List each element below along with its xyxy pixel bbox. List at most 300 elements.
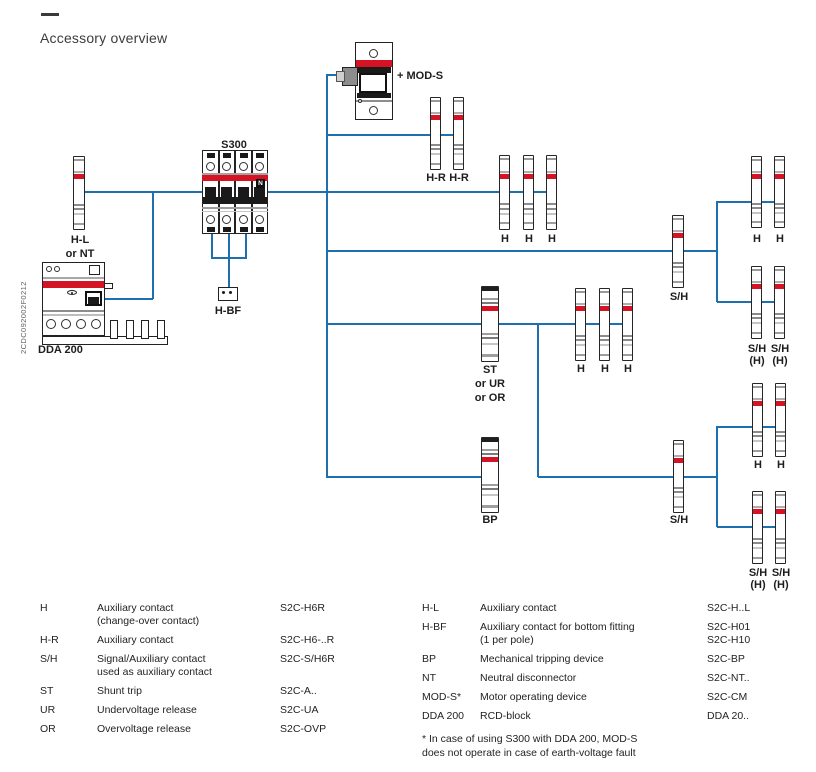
label-pair2-top-b: H xyxy=(777,459,785,471)
module-st xyxy=(481,286,499,362)
connector-line xyxy=(537,324,539,477)
module-stripe xyxy=(753,494,762,496)
module-stripe xyxy=(776,435,785,437)
label-pair2-bot-b: S/H xyxy=(771,567,791,579)
legend-code xyxy=(280,723,385,736)
label-sh-1: S/H xyxy=(669,291,689,303)
module-stripe xyxy=(776,398,785,400)
legend-desc-line: Shunt trip xyxy=(97,685,142,697)
module-stripe xyxy=(431,144,440,146)
module-stripe xyxy=(753,440,762,442)
module-stripe xyxy=(753,542,762,544)
legend-abbr: OR xyxy=(40,723,56,735)
page-title: Accessory overview xyxy=(40,30,168,46)
connector-line xyxy=(716,201,718,302)
module-stripe xyxy=(576,303,585,305)
module-stripe xyxy=(752,203,761,205)
module-stripe xyxy=(482,343,498,345)
label-hl-2: or NT xyxy=(65,248,95,260)
module-stripe xyxy=(576,335,585,337)
module-stripe xyxy=(74,171,84,173)
module-stripe xyxy=(674,455,683,457)
module-stripe xyxy=(752,313,761,315)
connector-line xyxy=(152,192,154,299)
module-stripe xyxy=(482,453,498,455)
module-stripe xyxy=(752,269,761,271)
mod-s-red-band xyxy=(356,60,392,67)
h-bf-device xyxy=(218,287,238,301)
dda-busbar-pin xyxy=(157,320,165,339)
module-stripe xyxy=(547,171,556,173)
dda-busbar-pin xyxy=(141,320,149,339)
legend-desc xyxy=(480,602,707,615)
label-hl: H-L xyxy=(70,234,90,246)
module-red-band xyxy=(752,174,761,179)
module-stripe xyxy=(753,506,762,508)
module-sh xyxy=(672,215,684,288)
module-stripe xyxy=(74,213,84,215)
s300-terminal-bottom xyxy=(256,227,264,232)
module-stripe xyxy=(454,112,463,114)
connector-line xyxy=(326,74,328,478)
label-h-2a: H xyxy=(577,363,585,375)
legend-abbr: ST xyxy=(40,685,54,697)
module-sh-h xyxy=(775,491,786,564)
module-h xyxy=(599,288,610,361)
module-stripe xyxy=(431,100,440,102)
legend-desc xyxy=(97,634,280,647)
module-stripe xyxy=(500,222,509,224)
legend-code-line: S2C-H..L xyxy=(707,602,751,614)
dda-divider-1 xyxy=(43,310,104,312)
connector-line xyxy=(327,476,482,478)
module-stripe xyxy=(752,159,761,161)
label-pair1-bot-b: S/H xyxy=(770,343,790,355)
legend-code-line: S2C-NT.. xyxy=(707,672,750,684)
module-stripe xyxy=(547,203,556,205)
s300-breaker xyxy=(202,150,268,234)
dda-screw-1 xyxy=(46,266,52,272)
module-stripe xyxy=(752,207,761,209)
s300-neutral-pole-label: N xyxy=(256,179,265,188)
module-stripe xyxy=(752,322,761,324)
module-stripe xyxy=(431,148,440,150)
module-stripe xyxy=(500,171,509,173)
module-stripe xyxy=(482,298,498,300)
module-stripe xyxy=(752,171,761,173)
dda-divider-2 xyxy=(43,314,104,316)
connector-line xyxy=(327,250,718,252)
module-h xyxy=(575,288,586,361)
module-stripe xyxy=(547,213,556,215)
label-st-3: or OR xyxy=(474,392,506,404)
module-stripe xyxy=(482,505,498,508)
module-sh-h xyxy=(774,266,785,339)
module-stripe xyxy=(752,317,761,319)
connector-line xyxy=(538,476,718,478)
module-stripe xyxy=(524,158,533,160)
module-stripe xyxy=(482,354,498,357)
module-h xyxy=(775,383,786,457)
module-stripe xyxy=(752,332,761,334)
module-red-band xyxy=(482,306,498,311)
s300-toggle-bar xyxy=(203,197,267,204)
module-stripe xyxy=(775,203,784,205)
module-red-band xyxy=(431,115,440,120)
module-stripe xyxy=(576,291,585,293)
label-h-1c: H xyxy=(548,233,556,245)
legend-code xyxy=(707,691,797,704)
module-stripe xyxy=(753,538,762,540)
legend-code-line: S2C-H01 xyxy=(707,621,751,633)
module-stripe xyxy=(576,339,585,341)
dda-terminal-2 xyxy=(61,319,71,329)
module-stripe xyxy=(454,153,463,155)
s300-pole xyxy=(235,150,252,234)
mod-s-screw-bottom xyxy=(369,106,378,115)
module-stripe xyxy=(454,163,463,165)
s300-pole xyxy=(219,150,236,234)
module-stripe xyxy=(753,547,762,549)
connector-line xyxy=(79,191,552,193)
module-stripe xyxy=(524,171,533,173)
label-h-1b: H xyxy=(525,233,533,245)
module-stripe xyxy=(623,354,632,356)
module-stripe xyxy=(482,494,498,496)
module-stripe xyxy=(431,153,440,155)
module-red-band xyxy=(500,174,509,179)
legend-abbr: MOD-S* xyxy=(422,691,462,703)
module-stripe xyxy=(776,450,785,452)
module-hl xyxy=(73,156,85,230)
module-stripe xyxy=(775,171,784,173)
module-stripe xyxy=(524,203,533,205)
legend-code-line: S2C-CM xyxy=(707,691,748,703)
module-stripe xyxy=(500,208,509,210)
legend-code xyxy=(280,653,385,679)
legend-code xyxy=(707,621,797,647)
module-stripe xyxy=(776,557,785,559)
mod-s-device xyxy=(355,42,393,120)
legend-abbr: H-BF xyxy=(422,621,447,633)
legend-code xyxy=(707,672,797,685)
legend-code-line: S2C-UA xyxy=(280,704,319,716)
s300-screw-top xyxy=(239,162,248,171)
module-stripe xyxy=(775,322,784,324)
module-stripe xyxy=(674,491,683,493)
legend-code xyxy=(280,704,385,717)
label-bp: BP xyxy=(482,514,498,526)
legend-code-line: S2C-H10 xyxy=(707,634,751,646)
legend-code xyxy=(707,602,797,615)
dda-side-tab xyxy=(104,283,113,289)
legend-code-line: S2C-H6R xyxy=(280,602,325,614)
module-stripe xyxy=(752,221,761,223)
module-stripe xyxy=(482,438,498,442)
s300-screw-top xyxy=(206,162,215,171)
legend-abbr: H-L xyxy=(422,602,439,614)
s300-terminal-top xyxy=(240,153,248,158)
module-stripe xyxy=(776,538,785,540)
module-stripe xyxy=(674,443,683,445)
mod-s-lower-band xyxy=(357,93,391,98)
dda-busbar-pin xyxy=(126,320,134,339)
footnote-line-1: * In case of using S300 with DDA 200, MOD-S xyxy=(422,733,638,745)
legend-desc xyxy=(97,723,280,736)
s300-terminal-top xyxy=(207,153,215,158)
module-red-band xyxy=(524,174,533,179)
module-stripe xyxy=(776,547,785,549)
module-stripe xyxy=(752,281,761,283)
legend-desc-line: Overvoltage release xyxy=(97,723,191,735)
s300-divider xyxy=(202,207,268,209)
module-hr xyxy=(453,97,464,170)
legend-desc-line: Auxiliary contact xyxy=(97,634,174,646)
dda-eye-dot xyxy=(71,292,73,294)
legend-abbr: DDA 200 xyxy=(422,710,465,722)
dda-terminal-3 xyxy=(76,319,86,329)
h-bf-dot xyxy=(229,291,232,294)
legend-desc-line: Auxiliary contact for bottom fitting xyxy=(480,621,635,633)
module-stripe xyxy=(674,506,683,508)
module-stripe xyxy=(776,440,785,442)
module-stripe xyxy=(674,487,683,489)
watermark: 2CDC092002F0212 xyxy=(19,281,28,354)
module-red-band xyxy=(753,509,762,514)
dda-200-device xyxy=(42,262,105,336)
module-red-band xyxy=(674,458,683,463)
legend-footnote xyxy=(422,733,637,760)
mod-s-indicator xyxy=(358,99,362,103)
s300-terminal-bottom xyxy=(207,227,215,232)
dda-terminal-4 xyxy=(91,319,101,329)
module-stripe xyxy=(753,435,762,437)
module-stripe xyxy=(600,303,609,305)
module-sh xyxy=(673,440,684,513)
module-stripe xyxy=(775,212,784,214)
module-stripe xyxy=(775,207,784,209)
module-stripe xyxy=(500,158,509,160)
module-stripe xyxy=(431,112,440,114)
legend-abbr: NT xyxy=(422,672,436,684)
connector-line xyxy=(717,526,781,528)
module-stripe xyxy=(600,354,609,356)
dda-terminal-1 xyxy=(46,319,56,329)
module-red-band xyxy=(776,401,785,406)
module-red-band xyxy=(775,284,784,289)
module-stripe xyxy=(775,159,784,161)
legend-desc xyxy=(480,710,707,723)
module-stripe xyxy=(482,449,498,451)
legend-desc-line: Mechanical tripping device xyxy=(480,653,604,665)
module-stripe xyxy=(775,269,784,271)
label-pair2-bot-a: S/H xyxy=(748,567,768,579)
module-stripe xyxy=(673,218,683,220)
label-dda-200: DDA 200 xyxy=(38,344,83,356)
label-h-1a: H xyxy=(501,233,509,245)
module-bp xyxy=(481,437,499,513)
module-h xyxy=(523,155,534,230)
module-h xyxy=(751,156,762,228)
s300-pole xyxy=(202,150,219,234)
module-stripe xyxy=(431,163,440,165)
module-stripe xyxy=(776,386,785,388)
s300-terminal-top xyxy=(223,153,231,158)
legend-desc-line: (1 per pole) xyxy=(480,634,534,646)
connector-line xyxy=(717,201,781,203)
label-pair1-top-b: H xyxy=(776,233,784,245)
label-st-2: or UR xyxy=(475,378,505,390)
s300-terminal-bottom xyxy=(223,227,231,232)
module-stripe xyxy=(454,144,463,146)
legend-desc-line: (change-over contact) xyxy=(97,615,200,627)
s300-divider xyxy=(202,211,268,213)
module-red-band xyxy=(776,509,785,514)
legend-code xyxy=(280,634,385,647)
module-h xyxy=(774,156,785,228)
module-red-band xyxy=(623,306,632,311)
module-stripe xyxy=(674,496,683,498)
module-stripe xyxy=(454,148,463,150)
legend-code xyxy=(707,653,797,666)
label-hr-2: H-R xyxy=(449,172,469,184)
module-stripe xyxy=(547,158,556,160)
s300-screw-top xyxy=(255,162,264,171)
s300-pole xyxy=(252,150,269,234)
legend-code xyxy=(280,602,385,628)
label-h-2b: H xyxy=(601,363,609,375)
connector-line xyxy=(717,301,781,303)
connector-line xyxy=(717,426,781,428)
s300-terminal-bottom xyxy=(240,227,248,232)
module-stripe xyxy=(600,291,609,293)
module-stripe xyxy=(753,386,762,388)
module-stripe xyxy=(74,208,84,210)
module-stripe xyxy=(600,335,609,337)
mod-s-screw-top xyxy=(369,49,378,58)
module-stripe xyxy=(776,431,785,433)
legend-desc-line: RCD-block xyxy=(480,710,531,722)
module-hr xyxy=(430,97,441,170)
module-stripe xyxy=(623,344,632,346)
connector-line xyxy=(245,233,247,259)
module-red-band xyxy=(673,233,683,238)
label-pair2-top-a: H xyxy=(754,459,762,471)
module-red-band xyxy=(576,306,585,311)
legend-desc xyxy=(480,653,707,666)
legend-code xyxy=(707,710,797,723)
label-h-bf: H-BF xyxy=(214,305,242,317)
module-stripe xyxy=(775,221,784,223)
module-stripe xyxy=(482,484,498,486)
module-stripe xyxy=(623,291,632,293)
module-stripe xyxy=(776,542,785,544)
dda-divider-top xyxy=(43,277,104,279)
connector-line xyxy=(211,233,213,259)
legend-code-line: S2C-S/H6R xyxy=(280,653,335,665)
module-stripe xyxy=(454,100,463,102)
mod-s-window xyxy=(359,73,387,93)
module-stripe xyxy=(576,354,585,356)
dda-window xyxy=(89,265,100,275)
module-stripe xyxy=(482,333,498,335)
legend-code-line: DDA 20.. xyxy=(707,710,750,722)
module-stripe xyxy=(776,494,785,496)
legend-desc-line: Signal/Auxiliary contact xyxy=(97,653,206,665)
connector-line xyxy=(101,298,153,300)
module-red-band xyxy=(74,174,84,179)
legend-desc xyxy=(480,672,707,685)
s300-screw-bottom xyxy=(255,215,264,224)
dda-screw-2 xyxy=(54,266,60,272)
legend-desc-line: used as auxiliary contact xyxy=(97,666,212,678)
label-pair1-sub-a: (H) xyxy=(749,355,765,367)
module-stripe xyxy=(576,344,585,346)
footnote-line-2: does not operate in case of earth-voltage fault xyxy=(422,746,636,759)
label-hr-1: H-R xyxy=(426,172,446,184)
legend-code xyxy=(280,685,385,698)
module-h xyxy=(752,383,763,457)
module-stripe xyxy=(482,287,498,291)
s300-screw-bottom xyxy=(206,215,215,224)
legend-table-left xyxy=(40,602,385,736)
module-stripe xyxy=(673,230,683,232)
module-stripe xyxy=(673,262,683,264)
legend-desc-line: Motor operating device xyxy=(480,691,587,703)
module-stripe xyxy=(753,398,762,400)
module-stripe xyxy=(775,332,784,334)
legend-desc xyxy=(97,704,280,717)
legend-desc xyxy=(97,602,280,628)
legend-desc-line: Neutral disconnector xyxy=(480,672,577,684)
module-stripe xyxy=(673,271,683,273)
module-stripe xyxy=(482,337,498,339)
module-stripe xyxy=(623,339,632,341)
legend-abbr: UR xyxy=(40,704,56,716)
label-pair2-sub-b: (H) xyxy=(773,579,789,591)
legend-code-line: S2C-A.. xyxy=(280,685,317,697)
module-stripe xyxy=(775,313,784,315)
s300-screw-bottom xyxy=(239,215,248,224)
label-h-2c: H xyxy=(624,363,632,375)
module-stripe xyxy=(775,317,784,319)
module-stripe xyxy=(753,450,762,452)
module-stripe xyxy=(74,204,84,206)
module-stripe xyxy=(752,212,761,214)
legend-desc-line: Auxiliary contact xyxy=(480,602,557,614)
legend-desc xyxy=(97,685,280,698)
s300-screw-bottom xyxy=(222,215,231,224)
label-pair1-bot-a: S/H xyxy=(747,343,767,355)
module-stripe xyxy=(753,557,762,559)
legend-code-line: S2C-OVP xyxy=(280,723,327,735)
dda-busbar-pin xyxy=(110,320,118,339)
module-stripe xyxy=(776,506,785,508)
module-stripe xyxy=(500,203,509,205)
s300-terminal-top xyxy=(256,153,264,158)
module-stripe xyxy=(623,303,632,305)
module-sh-h xyxy=(752,491,763,564)
module-stripe xyxy=(74,159,84,161)
module-stripe xyxy=(673,266,683,268)
module-h xyxy=(622,288,633,361)
module-stripe xyxy=(482,302,498,304)
legend-table-right xyxy=(422,602,797,723)
module-h xyxy=(499,155,510,230)
module-sh-h xyxy=(751,266,762,339)
module-stripe xyxy=(623,335,632,337)
module-h xyxy=(546,155,557,230)
